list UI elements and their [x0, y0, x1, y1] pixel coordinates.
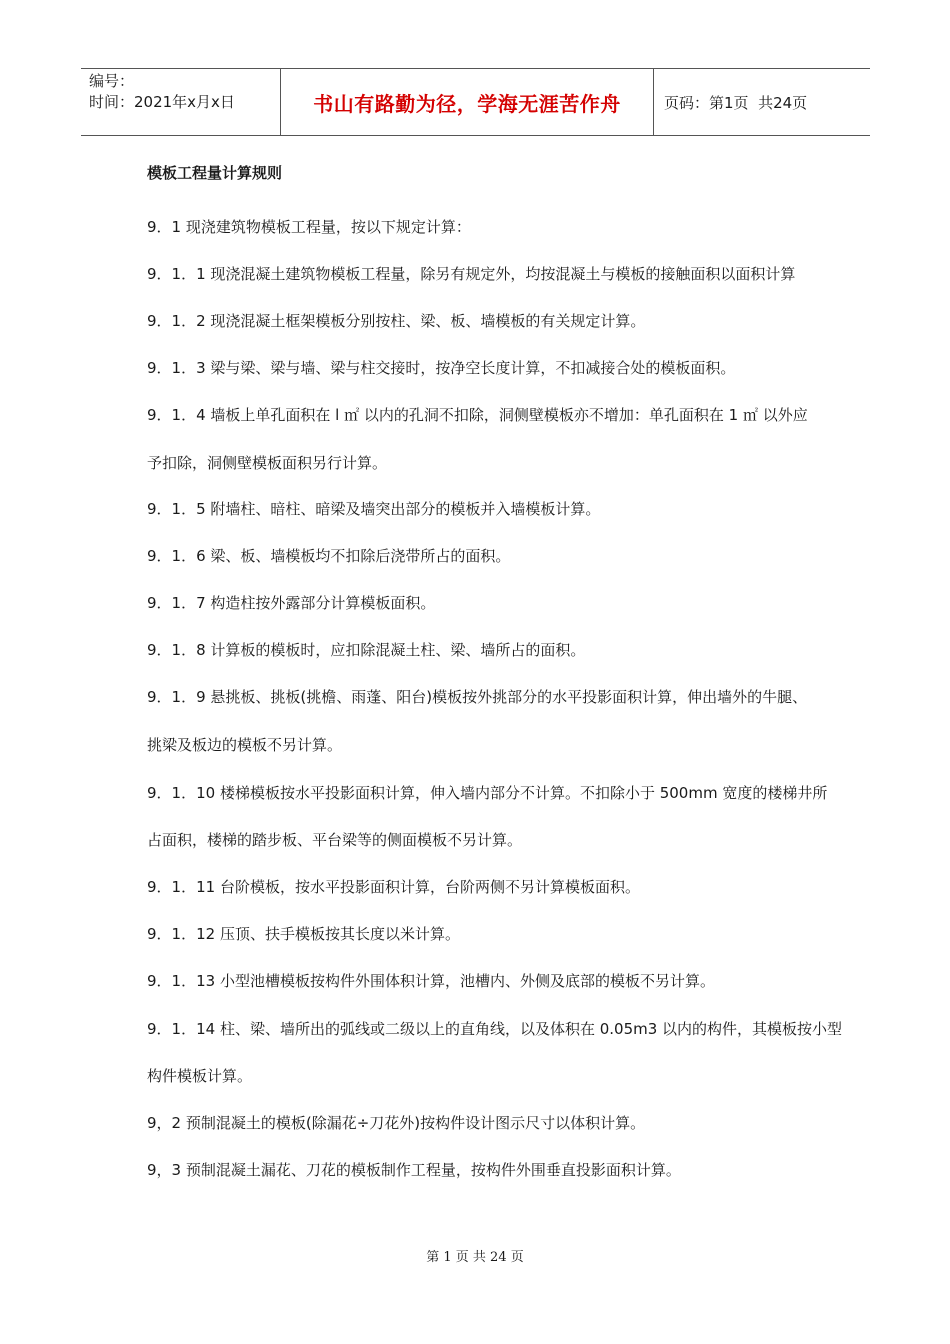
document-header — [81, 68, 870, 136]
paragraph: 9．1．7 构造柱按外露部分计算模板面积。 — [147, 594, 436, 612]
header-time-label: 时间：2021年x月x日 — [89, 93, 235, 111]
paragraph: 9．1．8 计算板的模板时，应扣除混凝土柱、梁、墙所占的面积。 — [147, 641, 586, 659]
page-footer: 第 1 页 共 24 页 — [426, 1250, 524, 1265]
paragraph: 9．1．4 墙板上单孔面积在 l ㎡ 以内的孔洞不扣除，洞侧壁模板亦不增加：单孔面积在 1 ㎡ 以外应 — [147, 406, 808, 424]
paragraph-continuation: 占面积，楼梯的踏步板、平台梁等的侧面模板不另计算。 — [147, 831, 523, 849]
paragraph-continuation: 予扣除，洞侧壁模板面积另行计算。 — [147, 454, 388, 472]
header-info-cell — [81, 69, 281, 135]
header-motto: 书山有路勤为径，学海无涯苦作舟 — [281, 69, 654, 135]
paragraph: 9．1．13 小型池槽模板按构件外围体积计算，池槽内、外侧及底部的模板不另计算。 — [147, 972, 715, 990]
paragraph: 9．1．12 压顶、扶手模板按其长度以米计算。 — [147, 925, 460, 943]
paragraph: 9．1．6 梁、板、墙模板均不扣除后浇带所占的面积。 — [147, 547, 511, 565]
paragraph: 9．1．10 楼梯模板按水平投影面积计算，伸入墙内部分不计算。不扣除小于 500mm 宽度的楼梯井所 — [147, 784, 828, 802]
paragraph: 9，3 预制混凝土漏花、刀花的模板制作工程量，按构件外围垂直投影面积计算。 — [147, 1161, 681, 1179]
paragraph: 9．1．1 现浇混凝土建筑物模板工程量，除另有规定外，均按混凝土与模板的接触面积以面积计算 — [147, 265, 796, 283]
paragraph: 9．1．2 现浇混凝土框架模板分别按柱、梁、板、墙模板的有关规定计算。 — [147, 312, 646, 330]
header-page-cell — [654, 69, 870, 135]
paragraph: 9．1．3 梁与梁、梁与墙、梁与柱交接时，按净空长度计算，不扣减接合处的模板面积。 — [147, 359, 736, 377]
paragraph: 9．1．14 柱、梁、墙所出的弧线或二级以上的直角线，以及体积在 0.05m3 以内的构件，其模板按小型 — [147, 1020, 843, 1038]
paragraph-continuation: 构件模板计算。 — [147, 1067, 253, 1085]
document-title: 模板工程量计算规则 — [147, 164, 283, 182]
paragraph: 9．1．11 台阶模板，按水平投影面积计算，台阶两侧不另计算模板面积。 — [147, 878, 640, 896]
paragraph-continuation: 挑梁及板边的模板不另计算。 — [147, 736, 343, 754]
header-page-label: 页码：第1页 共24页 — [664, 93, 808, 112]
paragraph: 9．1．5 附墙柱、暗柱、暗梁及墙突出部分的模板并入墙模板计算。 — [147, 500, 601, 518]
paragraph: 9，2 预制混凝土的模板(除漏花÷刀花外)按构件设计图示尺寸以体积计算。 — [147, 1114, 646, 1132]
paragraph: 9．1 现浇建筑物模板工程量，按以下规定计算： — [147, 218, 471, 236]
header-number-label: 编号： — [89, 72, 135, 90]
paragraph: 9．1．9 悬挑板、挑板(挑檐、雨蓬、阳台)模板按外挑部分的水平投影面积计算，伸出墙外的牛腿、 — [147, 688, 808, 706]
